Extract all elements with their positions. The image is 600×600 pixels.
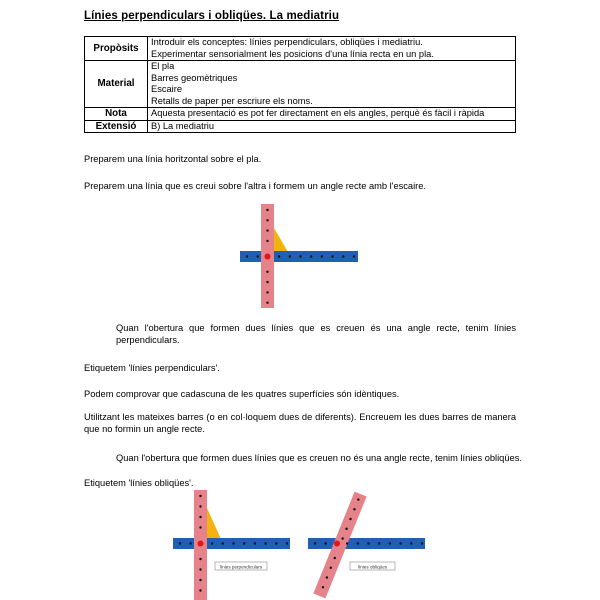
bead-dot xyxy=(410,542,412,544)
bead-dot xyxy=(357,542,359,544)
bead-dot xyxy=(310,255,312,257)
row-line: Introduir els conceptes: línies perpendiculars, obliqües i mediatriu. xyxy=(151,37,423,47)
row-line: Retalls de paper per escriure els noms. xyxy=(151,95,313,106)
perpendicular-figure-2 xyxy=(173,490,290,600)
label-perpendicular: línies perpendiculars xyxy=(219,564,263,570)
bead-dot xyxy=(190,542,192,544)
paragraph-3: Quan l'obertura que formen dues línies que es creuen és una angle recte, tenim línies perpendiculars. xyxy=(116,323,516,345)
bead-dot xyxy=(266,281,268,283)
bead-dot xyxy=(399,542,401,544)
row-header: Nota xyxy=(85,108,148,121)
bead-dot xyxy=(179,542,181,544)
intersection-dot xyxy=(198,541,204,547)
bead-dot xyxy=(266,209,268,211)
paragraph-2: Preparem una línia que es creui sobre l'altra i formem un angle recte amb l'escaire. xyxy=(84,181,427,191)
bead-dot xyxy=(243,542,245,544)
bead-dot xyxy=(353,255,355,257)
bead-dot xyxy=(264,542,266,544)
bead-dot xyxy=(266,302,268,304)
bead-dot xyxy=(266,271,268,273)
bead-dot xyxy=(331,255,333,257)
row-line: Barres geomètriques xyxy=(151,72,238,83)
perpendicular-figure-1 xyxy=(240,204,358,308)
paragraph-8: Etiquetem 'línies obliqües'. xyxy=(84,478,194,488)
bead-dot xyxy=(266,291,268,293)
bead-dot xyxy=(246,255,248,257)
bead-dot xyxy=(211,542,213,544)
intersection-dot xyxy=(265,254,271,260)
row-header: Extensió xyxy=(85,120,148,133)
bead-dot xyxy=(199,579,201,581)
paragraph-6: Utilitzant les mateixes barres (o en col·loquem dues de diferents). Encreuem les dues barres de manera que no formin un angle recte. xyxy=(84,412,516,434)
bead-dot xyxy=(346,542,348,544)
set-square-shape xyxy=(274,228,288,252)
row-line: Escaire xyxy=(151,84,183,94)
bead-dot xyxy=(342,255,344,257)
paragraph-4: Etiquetem 'línies perpendiculars'. xyxy=(84,363,220,373)
bead-dot xyxy=(278,255,280,257)
bead-dot xyxy=(199,526,201,528)
document-title: Línies perpendiculars i obliqües. La mediatriu xyxy=(84,10,340,22)
row-line: Experimentar sensorialment les posicions d'una línia recta en un pla. xyxy=(151,48,434,59)
bead-dot xyxy=(289,255,291,257)
row-header: Propòsits xyxy=(85,37,148,61)
bead-dot xyxy=(199,495,201,497)
bead-dot xyxy=(421,542,423,544)
bead-dot xyxy=(367,542,369,544)
row-line: Aquesta presentació es pot fer directament en els angles, perquè és fàcil i ràpida xyxy=(151,108,485,118)
row-line: B) La mediatriu xyxy=(151,120,215,131)
bead-dot xyxy=(378,542,380,544)
bead-dot xyxy=(222,542,224,544)
row-header: Material xyxy=(85,61,148,108)
paragraph-7: Quan l'obertura que formen dues línies que es creuen no és una angle recte, tenim línies obliqües. xyxy=(116,453,522,463)
bead-dot xyxy=(199,589,201,591)
paragraph-5: Podem comprovar que cadascuna de les quatres superfícies són idèntiques. xyxy=(84,389,400,399)
bead-dot xyxy=(299,255,301,257)
bead-dot xyxy=(266,219,268,221)
paragraph-1: Preparem una línia horitzontal sobre el pla. xyxy=(84,154,262,164)
bead-dot xyxy=(321,255,323,257)
bead-dot xyxy=(232,542,234,544)
bead-dot xyxy=(199,505,201,507)
bead-dot xyxy=(389,542,391,544)
set-square-shape xyxy=(207,508,221,539)
bead-dot xyxy=(325,542,327,544)
bead-dot xyxy=(199,568,201,570)
bead-dot xyxy=(266,240,268,242)
label-oblique: línies obliqües xyxy=(357,564,388,570)
bead-dot xyxy=(266,229,268,231)
bead-dot xyxy=(275,542,277,544)
bead-dot xyxy=(199,516,201,518)
bead-dot xyxy=(254,542,256,544)
oblique-figure xyxy=(308,492,425,599)
intersection-dot xyxy=(334,541,340,547)
bead-dot xyxy=(199,558,201,560)
row-line: El pla xyxy=(151,61,175,71)
bead-dot xyxy=(314,542,316,544)
bead-dot xyxy=(286,542,288,544)
bead-dot xyxy=(257,255,259,257)
